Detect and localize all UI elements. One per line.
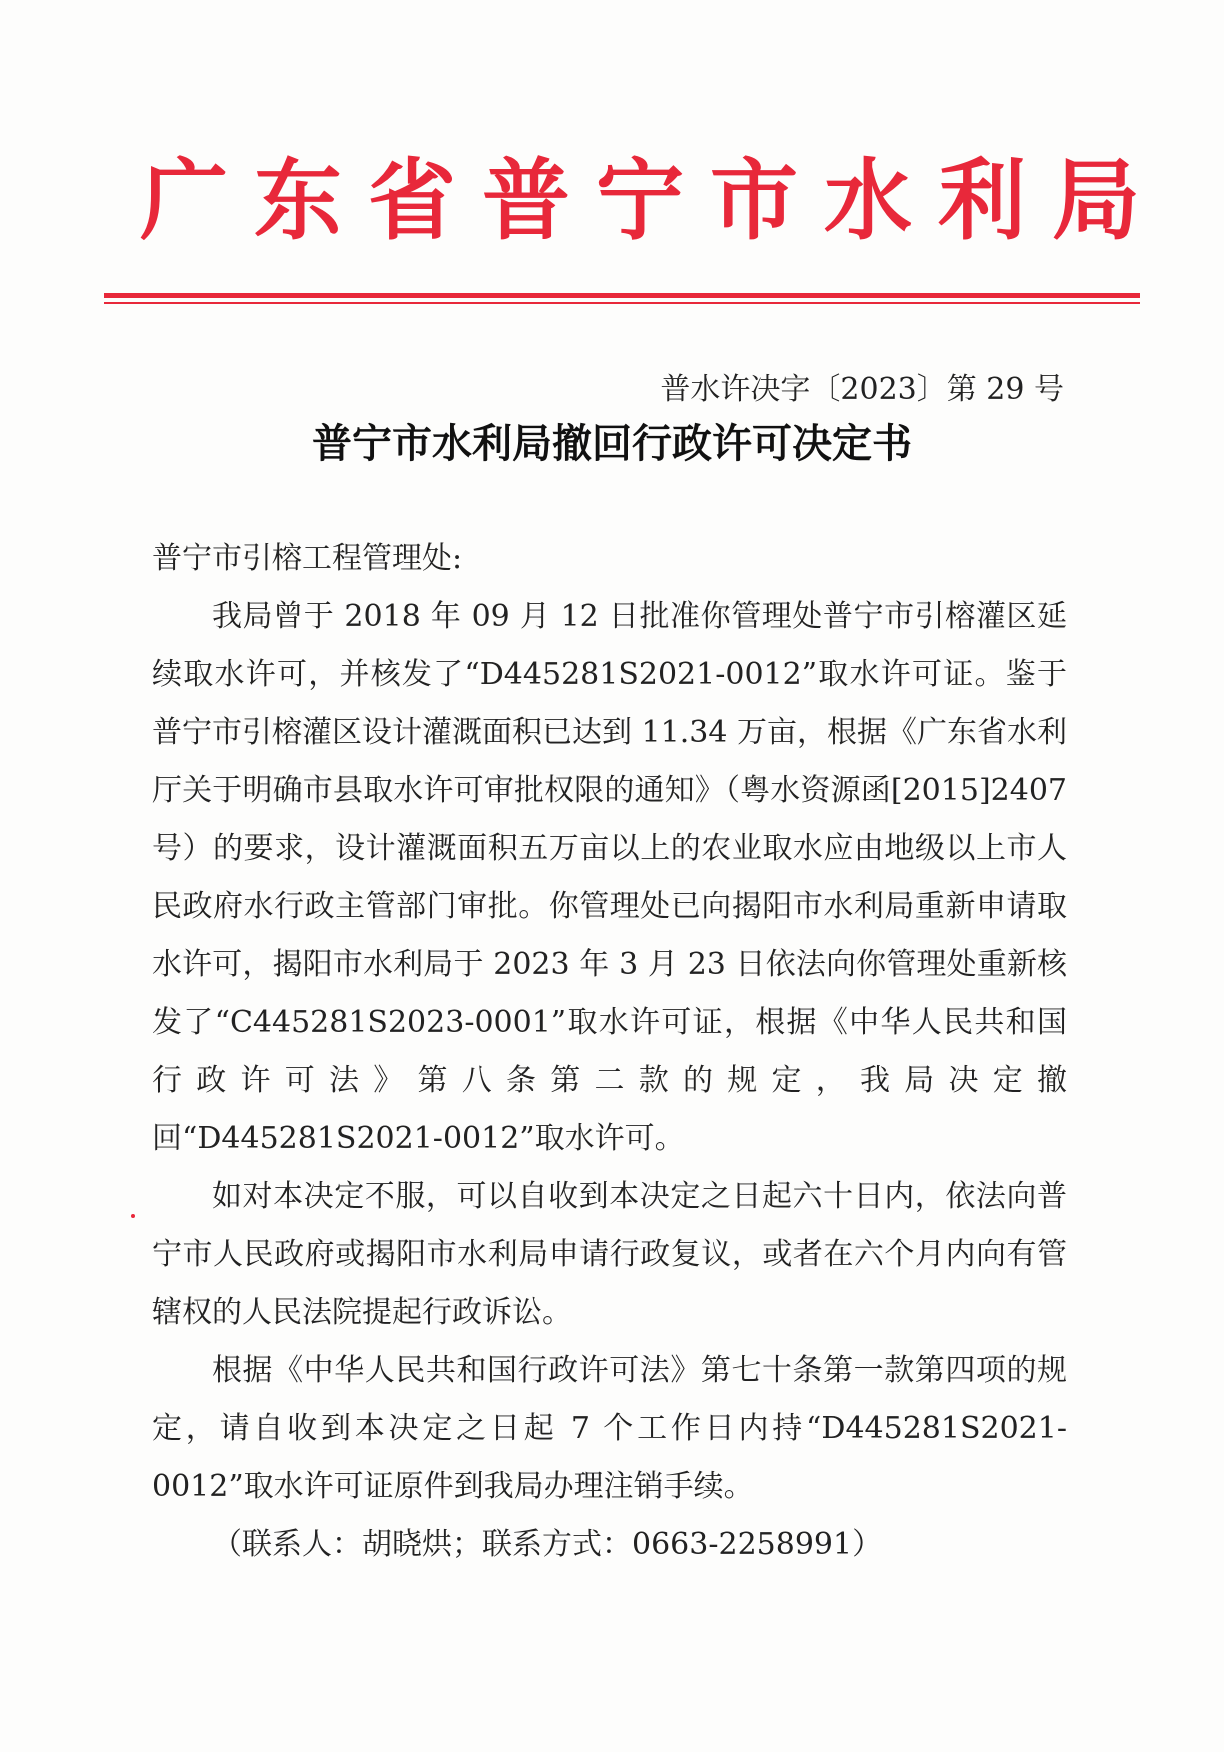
- salutation: 普宁市引榕工程管理处:: [152, 541, 463, 576]
- body-paragraph: 我局曾于 2018 年 09 月 12 日批准你管理处普宁市引榕灌区延续取水许可，并核发了“D445281S2021-0012”取水许可证。鉴于普宁市引榕灌区设计灌溉面积已达到 11.34 万亩，根据《广东省水利厅关于明确市县取水许可审批权限的通知》（粤水资源函[2015]2407 号）的要求，设计灌溉面积五万亩以上的农业取水应由地级以上市人民政府水行政主管部门审批。你管理处已向揭阳市水利局重新申请取水许可，揭阳市水利局于 2023 年 3 月 23 日依法向你管理处重新核发了“C445281S2023-0001”取水许可证，根据《中华人民共和国行政许可法》第八条第二款的规定，我局决定撤回“D445281S2021-0012”取水许可。: [152, 599, 1067, 1156]
- letterhead-rule-thin: [104, 302, 1140, 304]
- body-paragraph: 根据《中华人民共和国行政许可法》第七十条第一款第四项的规定，请自收到本决定之日起 7 个工作日内持“D445281S2021-0012”取水许可证原件到我局办理注销手续。: [152, 1353, 1067, 1504]
- document-body: [152, 530, 1067, 1574]
- document-title: 普宁市水利局撤回行政许可决定书: [312, 420, 912, 467]
- letterhead-rule-thick: [104, 293, 1140, 298]
- contact-line: （联系人：胡晓烘；联系方式：0663-2258991）: [212, 1527, 883, 1562]
- letterhead-agency-name: 广东省普宁市水利局: [140, 148, 1167, 252]
- document-number: 普水许决字〔2023〕第 29 号: [660, 372, 1064, 407]
- stray-mark: [131, 1214, 135, 1218]
- body-paragraph: 如对本决定不服，可以自收到本决定之日起六十日内，依法向普宁市人民政府或揭阳市水利局申请行政复议，或者在六个月内向有管辖权的人民法院提起行政诉讼。: [152, 1179, 1067, 1330]
